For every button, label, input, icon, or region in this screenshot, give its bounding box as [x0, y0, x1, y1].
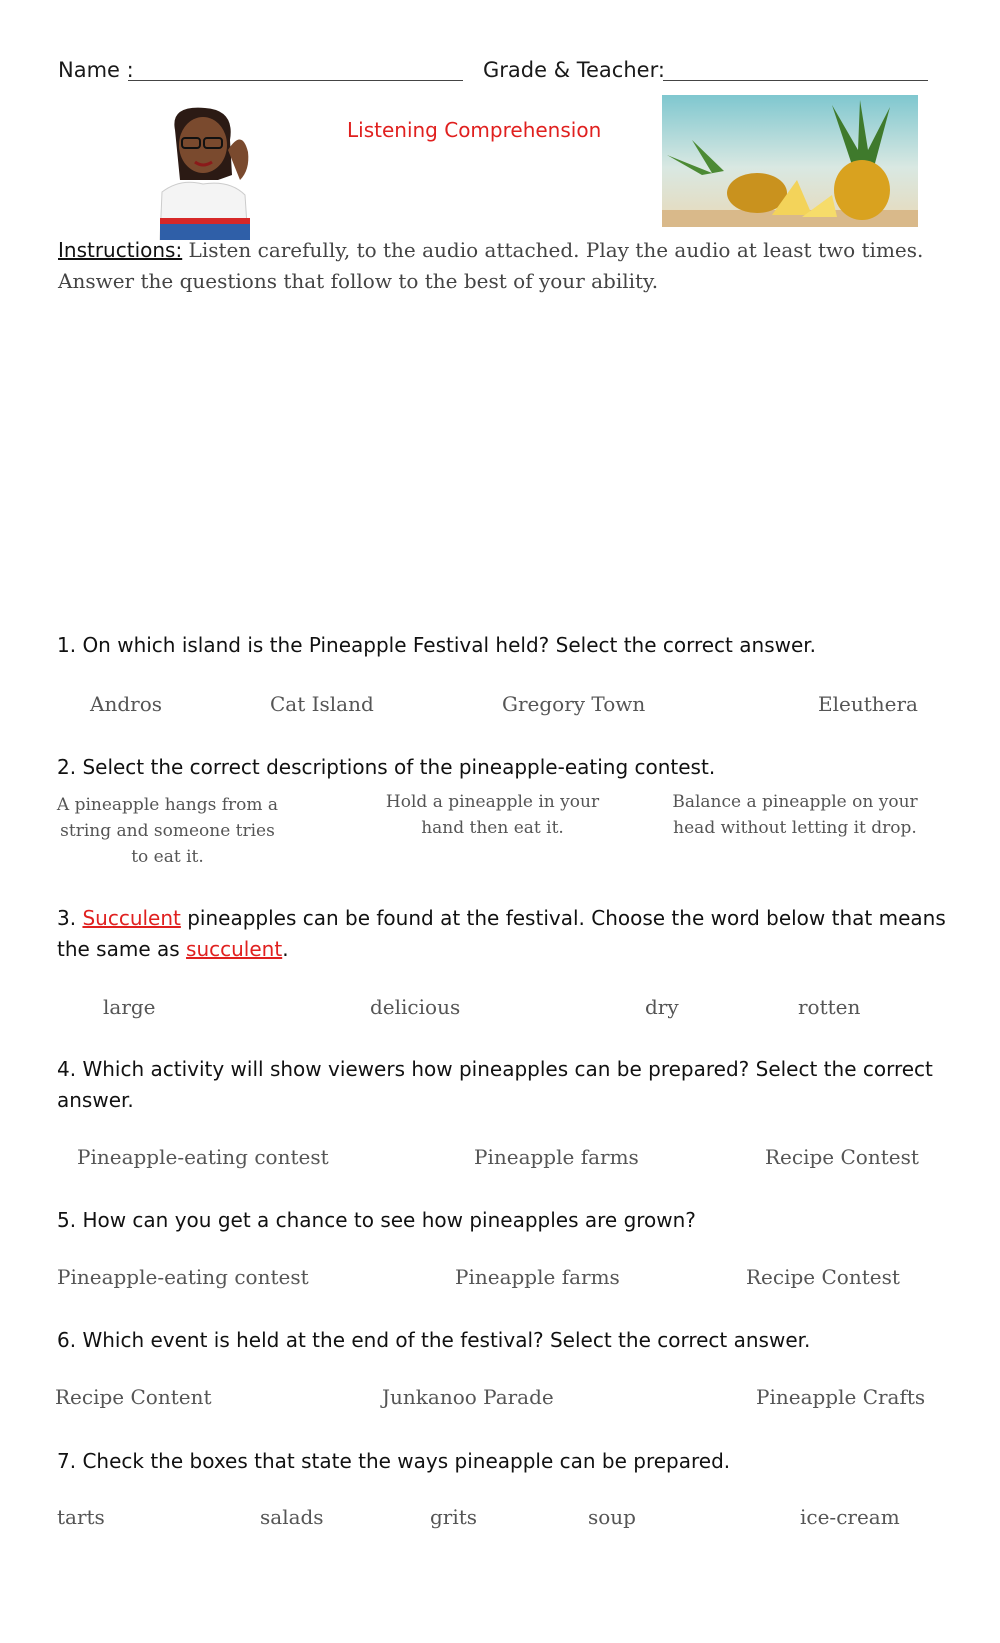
q1-option-gregory-town[interactable]: Gregory Town [502, 692, 646, 716]
q3-option-rotten[interactable]: rotten [798, 995, 861, 1019]
q4-line2: answer. [57, 1088, 134, 1112]
instructions-line1: Listen carefully, to the audio attached. Play the audio at least two times. [182, 238, 924, 262]
teacher-avatar [140, 100, 270, 240]
q6-option-pineapple-crafts[interactable]: Pineapple Crafts [756, 1385, 926, 1409]
grade-teacher-label: Grade & Teacher: [483, 58, 665, 82]
q3-end: . [282, 937, 289, 961]
q4-line1: 4. Which activity will show viewers how pineapples can be prepared? Select the correct [57, 1057, 933, 1081]
pineapple-image [662, 95, 918, 227]
grade-teacher-field[interactable] [663, 80, 928, 81]
q1-option-cat-island[interactable]: Cat Island [270, 692, 374, 716]
q7-option-salads[interactable]: salads [260, 1505, 324, 1529]
q5-option-recipe-contest[interactable]: Recipe Contest [746, 1265, 900, 1289]
q4-option-recipe-contest[interactable]: Recipe Contest [765, 1145, 919, 1169]
q3-prefix: 3. [57, 906, 83, 930]
q3-keyword: Succulent [82, 906, 181, 930]
q3-line2: the same as [57, 937, 187, 961]
question-3 [57, 903, 957, 965]
q2-option-hanging[interactable]: A pineapple hangs from a string and someone tries to eat it. [56, 795, 279, 867]
q7-option-soup[interactable]: soup [588, 1505, 636, 1529]
question-5: 5. How can you get a chance to see how pineapples are grown? [57, 1208, 696, 1232]
question-7: 7. Check the boxes that state the ways pineapple can be prepared. [57, 1449, 731, 1473]
q7-option-ice-cream[interactable]: ice-cream [800, 1505, 900, 1529]
q6-option-junkanoo-parade[interactable]: Junkanoo Parade [382, 1385, 554, 1409]
q7-option-grits[interactable]: grits [430, 1505, 478, 1529]
worksheet-title: Listening Comprehension [347, 118, 602, 142]
q7-option-tarts[interactable]: tarts [57, 1505, 105, 1529]
q3-option-delicious[interactable]: delicious [370, 995, 461, 1019]
q3-option-dry[interactable]: dry [645, 995, 679, 1019]
q5-option-farms[interactable]: Pineapple farms [455, 1265, 620, 1289]
q2-option-hold[interactable]: Hold a pineapple in your hand then eat it. [385, 792, 600, 838]
q6-option-recipe-content[interactable]: Recipe Content [55, 1385, 212, 1409]
name-field[interactable] [128, 80, 463, 81]
q1-option-andros[interactable]: Andros [90, 692, 162, 716]
q1-option-eleuthera[interactable]: Eleuthera [818, 692, 918, 716]
q4-option-farms[interactable]: Pineapple farms [474, 1145, 639, 1169]
q3-keyword2: succulent [186, 937, 283, 961]
instructions-heading: Instructions: [58, 238, 183, 262]
q4-option-eating-contest[interactable]: Pineapple-eating contest [77, 1145, 329, 1169]
name-label: Name : [58, 58, 134, 82]
question-4 [57, 1054, 957, 1116]
q3-mid: pineapples can be found at the festival. Choose the word below that means [180, 906, 946, 930]
q2-option-balance[interactable]: Balance a pineapple on your head without letting it drop. [672, 792, 918, 838]
question-2: 2. Select the correct descriptions of the pineapple-eating contest. [57, 755, 716, 779]
instructions-line2: Answer the questions that follow to the best of your ability. [58, 269, 659, 293]
instructions [58, 235, 958, 297]
q3-option-large[interactable]: large [103, 995, 156, 1019]
question-6: 6. Which event is held at the end of the festival? Select the correct answer. [57, 1328, 811, 1352]
question-1: 1. On which island is the Pineapple Festival held? Select the correct answer. [57, 633, 817, 657]
q5-option-eating-contest[interactable]: Pineapple-eating contest [57, 1265, 309, 1289]
